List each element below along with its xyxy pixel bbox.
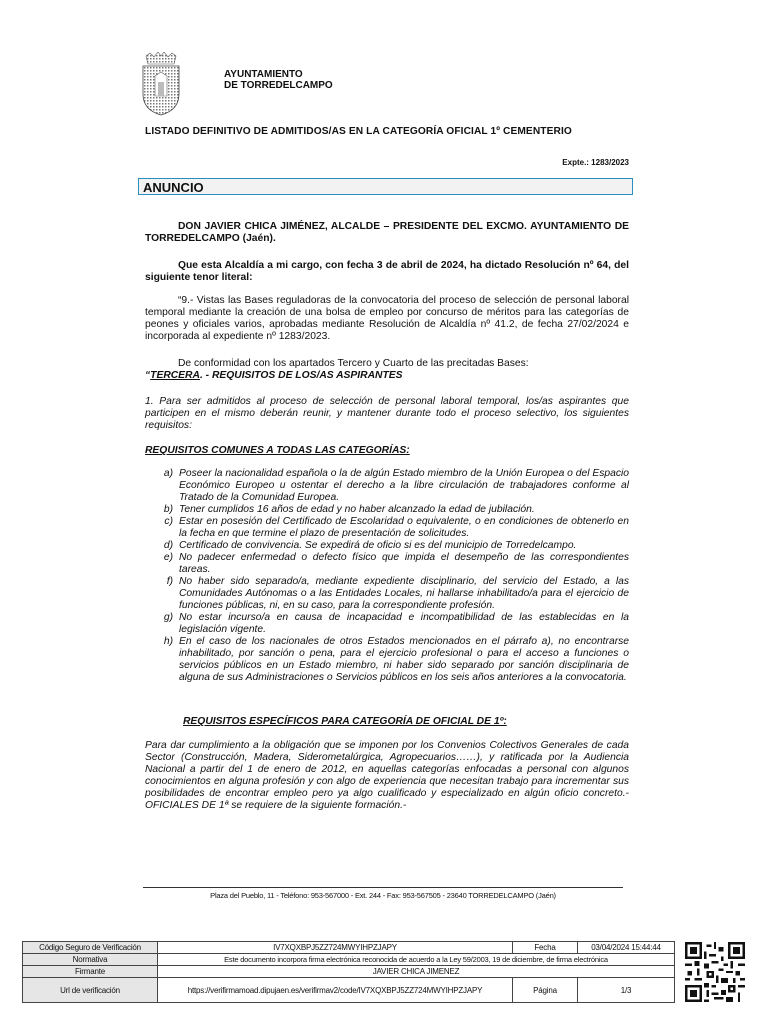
organization-line-1: AYUNTAMIENTO: [224, 69, 303, 80]
url-value[interactable]: https://verifirmamoad.dipujaen.es/verifirmav2/code/IV7XQXBPJ5ZZ724MWYIHPZJAPY: [158, 978, 513, 1003]
organization-line-2: DE TORREDELCAMPO: [224, 80, 333, 91]
firmante-label: Firmante: [23, 966, 158, 978]
list-text: Estar en posesión del Certificado de Escolaridad o equivalente, o en condiciones de obtenerlo en la fecha en que termine el plazo de presentación de solicitudes.: [179, 516, 629, 539]
formacion-paragraph: Para dar cumplimiento a la obligación que se imponen por los Convenios Colectivos Generales de cada Sector (Construcción, Madera, Siderometalúrgica, Agropecuarios……), y ratificada por la Audiencia Nacional a partir del 1 de enero de 2012, en aquellas categorías enfocadas a personal con algunos conocimientos en alguna profesión y con algo de experiencia que necesitan trabajo para incrementar sus posibilidades de encontrar empleo pero ya algo cualificado y especializado en algún oficio concreto.- OFICIALES DE 1ª se requiere de la siguiente formación.-: [145, 740, 629, 811]
pagina-label: Página: [513, 978, 578, 1003]
tercera-heading: [145, 370, 629, 382]
list-letter: c): [164, 516, 173, 527]
list-text: Tener cumplidos 16 años de edad y no haber alcanzado la edad de jubilación.: [179, 504, 535, 515]
list-letter: e): [163, 552, 173, 563]
coat-of-arms-icon: [138, 52, 184, 116]
list-letter: a): [163, 468, 173, 479]
csv-label: Código Seguro de Verificación: [23, 942, 158, 954]
document-title: LISTADO DEFINITIVO DE ADMITIDOS/AS EN LA CATEGORÍA OFICIAL 1º CEMENTERIO: [145, 126, 572, 137]
list-letter: d): [163, 540, 173, 551]
conformidad-paragraph: [145, 358, 629, 382]
list-letter: b): [163, 504, 173, 515]
requisitos-especificos-heading: REQUISITOS ESPECÍFICOS PARA CATEGORÍA DE OFICIAL DE 1º:: [183, 716, 507, 727]
normativa-value: Este documento incorpora firma electrónica reconocida de acuerdo a la Ley 59/2003, 19 de diciembre, de firma electrónica: [158, 954, 675, 966]
list-text: Poseer la nacionalidad española o la de algún Estado miembro de la Unión Europea o del Espacio Económico Europeo u ostentar el derecho a la libre circulación de trabajadores conforme al Tratado de la Comunidad Europea.: [179, 468, 629, 503]
list-text: No haber sido separado/a, mediante expediente disciplinario, del servicio del Estado, a las Comunidades Autónomas o a las Entidades Locales, ni hallarse inhabilitado/a para el ejercicio de funciones públicas, ni, en su caso, para la correspondiente profesión.: [179, 576, 629, 611]
list-letter: f): [166, 576, 173, 587]
list-item: [145, 516, 629, 540]
list-item: [145, 468, 629, 504]
list-item: [145, 636, 629, 684]
list-text: En el caso de los nacionales de otros Estados mencionados en el párrafo a), no encontrarse inhabilitado, por sanción o pena, para el ejercicio profesional o para el acceso a funciones o servicios públicos en un Estado miembro, ni haber sido separado por sanción disciplinaria de alguna de sus Administraciones o Servicios públicos en los seis años anteriores a la convocatoria.: [179, 636, 629, 683]
normativa-label: Normativa: [23, 954, 158, 966]
requisitos-comunes-heading: REQUISITOS COMUNES A TODAS LAS CATEGORÍAS:: [145, 445, 410, 456]
list-item: [145, 504, 629, 516]
fecha-label: Fecha: [513, 942, 578, 954]
list-letter: h): [163, 636, 173, 647]
pagina-value: 1/3: [578, 978, 675, 1003]
open-quote: “: [145, 370, 151, 381]
qr-code-icon: [685, 942, 745, 1002]
bases-paragraph: “9.- Vistas las Bases reguladoras de la convocatoria del proceso de selección de personal laboral temporal mediante la creación de una bolsa de empleo por concurso de méritos para las categorías de peones y oficiales varios, aprobadas mediante Resolución de Alcaldía nº 41.2, de fecha 27/02/2024 e incorporada al expediente nº 1283/2023.: [145, 295, 629, 342]
url-label: Url de verificación: [23, 978, 158, 1003]
footer-address: Plaza del Pueblo, 11 - Teléfono: 953-567000 - Ext. 244 - Fax: 953-567505 - 23640 TORREDELCAMPO (Jaén): [210, 891, 556, 900]
requisitos-list: [145, 468, 629, 684]
list-text: No estar incurso/a en causa de incapacidad e incompatibilidad de las establecidas en la legislación vigente.: [179, 612, 629, 635]
tercera-label: TERCERA: [150, 370, 200, 381]
expediente-number: Expte.: 1283/2023: [562, 158, 629, 167]
firmante-value: JAVIER CHICA JIMENEZ: [158, 966, 675, 978]
alcalde-paragraph: DON JAVIER CHICA JIMÉNEZ, ALCALDE – PRESIDENTE DEL EXCMO. AYUNTAMIENTO DE TORREDELCAMPO (Jaén).: [145, 221, 629, 244]
list-item: [145, 576, 629, 612]
conformidad-text: De conformidad con los apartados Tercero y Cuarto de las precitadas Bases:: [178, 358, 529, 369]
list-item: [145, 612, 629, 636]
footer-divider: [143, 887, 623, 888]
csv-value: IV7XQXBPJ5ZZ724MWYIHPZJAPY: [158, 942, 513, 954]
anuncio-heading: ANUNCIO: [138, 178, 633, 195]
list-text: Certificado de convivencia. Se expedirá de oficio si es del municipio de Torredelcampo.: [179, 540, 577, 551]
admitidos-paragraph: 1. Para ser admitidos al proceso de selección de personal laboral temporal, los/as aspirantes que participen en el mismo deberán reunir, y mantener durante todo el proceso selectivo, los siguientes requisitos:: [145, 396, 629, 431]
list-item: [145, 552, 629, 576]
organization-name: [224, 69, 333, 91]
resolucion-paragraph: Que esta Alcaldía a mi cargo, con fecha 3 de abril de 2024, ha dictado Resolución nº 64, del siguiente tenor literal:: [145, 260, 629, 283]
tercera-title: . - REQUISITOS DE LOS/AS ASPIRANTES: [199, 370, 403, 381]
list-letter: g): [163, 612, 173, 623]
verification-table: [22, 941, 675, 1003]
list-item: [145, 540, 629, 552]
fecha-value: 03/04/2024 15:44:44: [578, 942, 675, 954]
list-text: No padecer enfermedad o defecto físico que impida el desempeño de las correspondientes tareas.: [179, 552, 629, 575]
